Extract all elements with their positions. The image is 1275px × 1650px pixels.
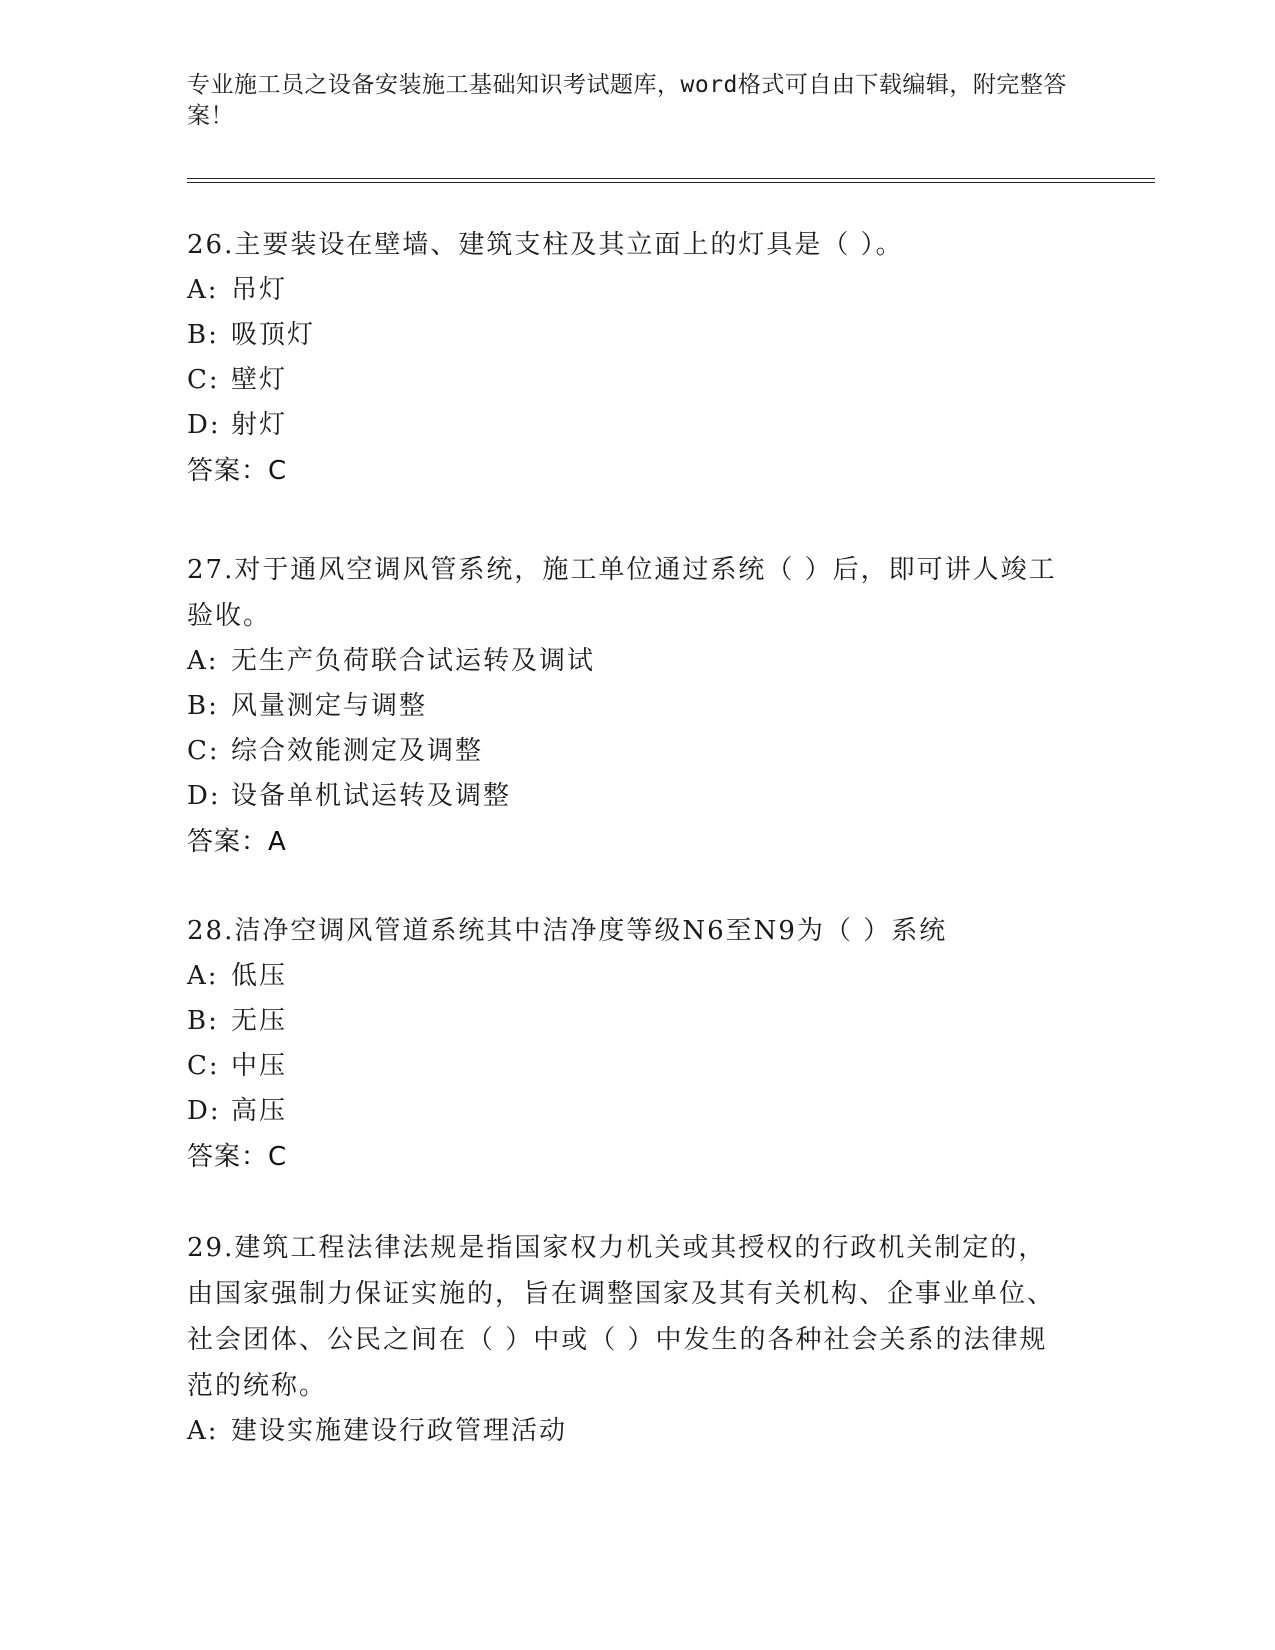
option-text: 综合效能测定及调整 bbox=[231, 736, 484, 766]
option-a bbox=[187, 1409, 1067, 1454]
option-letter: C: bbox=[187, 1051, 220, 1081]
option-letter: A: bbox=[187, 1416, 219, 1446]
option-letter: B: bbox=[187, 320, 219, 350]
option-letter: A: bbox=[187, 961, 219, 991]
option-d bbox=[187, 403, 1067, 448]
option-letter: D: bbox=[187, 410, 221, 440]
option-text: 中压 bbox=[231, 1051, 288, 1081]
question-27 bbox=[187, 547, 1067, 865]
option-d bbox=[187, 774, 1067, 819]
header-divider-top bbox=[187, 178, 1155, 179]
question-28 bbox=[187, 908, 1067, 1180]
option-text: 壁灯 bbox=[231, 365, 288, 395]
option-text: 建设实施建设行政管理活动 bbox=[231, 1416, 568, 1446]
option-b bbox=[187, 684, 1067, 729]
option-letter: D: bbox=[187, 1096, 221, 1126]
option-letter: A: bbox=[187, 646, 219, 676]
option-text: 射灯 bbox=[231, 410, 288, 440]
option-letter: D: bbox=[187, 781, 221, 811]
answer-line: 答案：C bbox=[187, 1142, 288, 1172]
option-c bbox=[187, 729, 1067, 774]
answer-line: 答案：A bbox=[187, 827, 287, 857]
question-29 bbox=[187, 1225, 1067, 1454]
option-letter: B: bbox=[187, 691, 219, 721]
option-text: 吊灯 bbox=[231, 275, 288, 305]
option-c bbox=[187, 358, 1067, 403]
option-d bbox=[187, 1089, 1067, 1134]
option-text: 无压 bbox=[231, 1006, 288, 1036]
option-text: 高压 bbox=[231, 1096, 288, 1126]
option-letter: C: bbox=[187, 365, 220, 395]
document-header: 专业施工员之设备安装施工基础知识考试题库，word格式可自由下载编辑，附完整答案！ bbox=[187, 72, 1067, 129]
option-b bbox=[187, 999, 1067, 1044]
question-stem: 26.主要装设在壁墙、建筑支柱及其立面上的灯具是（ ）。 bbox=[187, 230, 904, 260]
option-text: 低压 bbox=[231, 961, 288, 991]
option-b bbox=[187, 313, 1067, 358]
option-a bbox=[187, 268, 1067, 313]
option-letter: C: bbox=[187, 736, 220, 766]
option-letter: A: bbox=[187, 275, 219, 305]
option-text: 无生产负荷联合试运转及调试 bbox=[231, 646, 596, 676]
header-divider-bottom bbox=[187, 182, 1155, 183]
option-c bbox=[187, 1044, 1067, 1089]
option-text: 风量测定与调整 bbox=[231, 691, 428, 721]
question-stem: 28.洁净空调风管道系统其中洁净度等级N6至N9为（ ）系统 bbox=[187, 916, 948, 946]
option-letter: B: bbox=[187, 1006, 219, 1036]
question-stem: 27.对于通风空调风管系统，施工单位通过系统（ ）后，即可讲人竣工验收。 bbox=[187, 555, 1057, 631]
question-stem: 29.建筑工程法律法规是指国家权力机关或其授权的行政机关制定的，由国家强制力保证实施的，旨在调整国家及其有关机构、企事业单位、社会团体、公民之间在（ ）中或（ ）中发生的各种社会关系的法律规范的统称。 bbox=[187, 1233, 1056, 1401]
option-a bbox=[187, 954, 1067, 999]
option-a bbox=[187, 639, 1067, 684]
question-26 bbox=[187, 222, 1067, 494]
option-text: 设备单机试运转及调整 bbox=[231, 781, 512, 811]
answer-line: 答案：C bbox=[187, 456, 288, 486]
option-text: 吸顶灯 bbox=[231, 320, 316, 350]
